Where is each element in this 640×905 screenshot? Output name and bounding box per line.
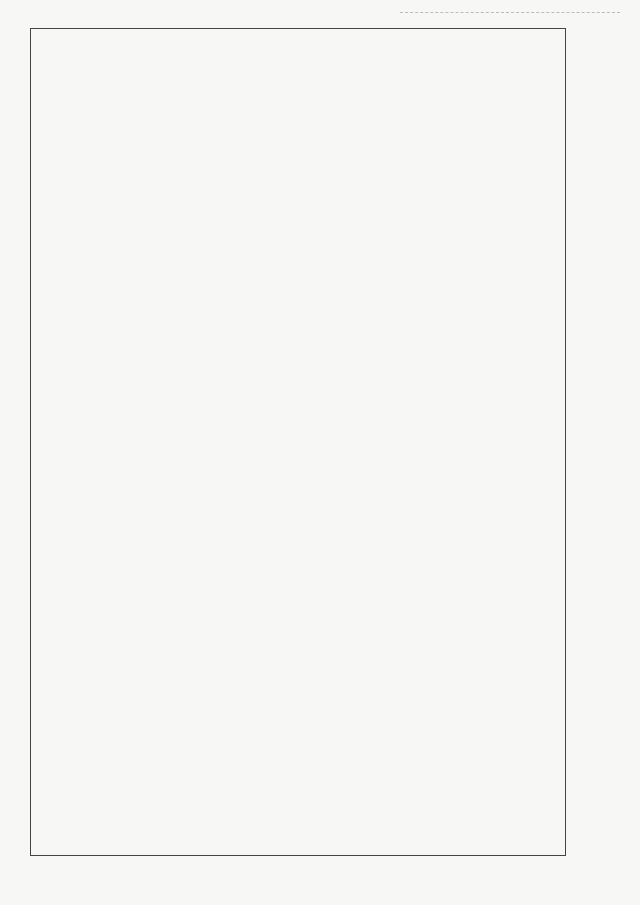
table-frame bbox=[30, 28, 566, 856]
scan-artifact-line bbox=[400, 12, 620, 13]
